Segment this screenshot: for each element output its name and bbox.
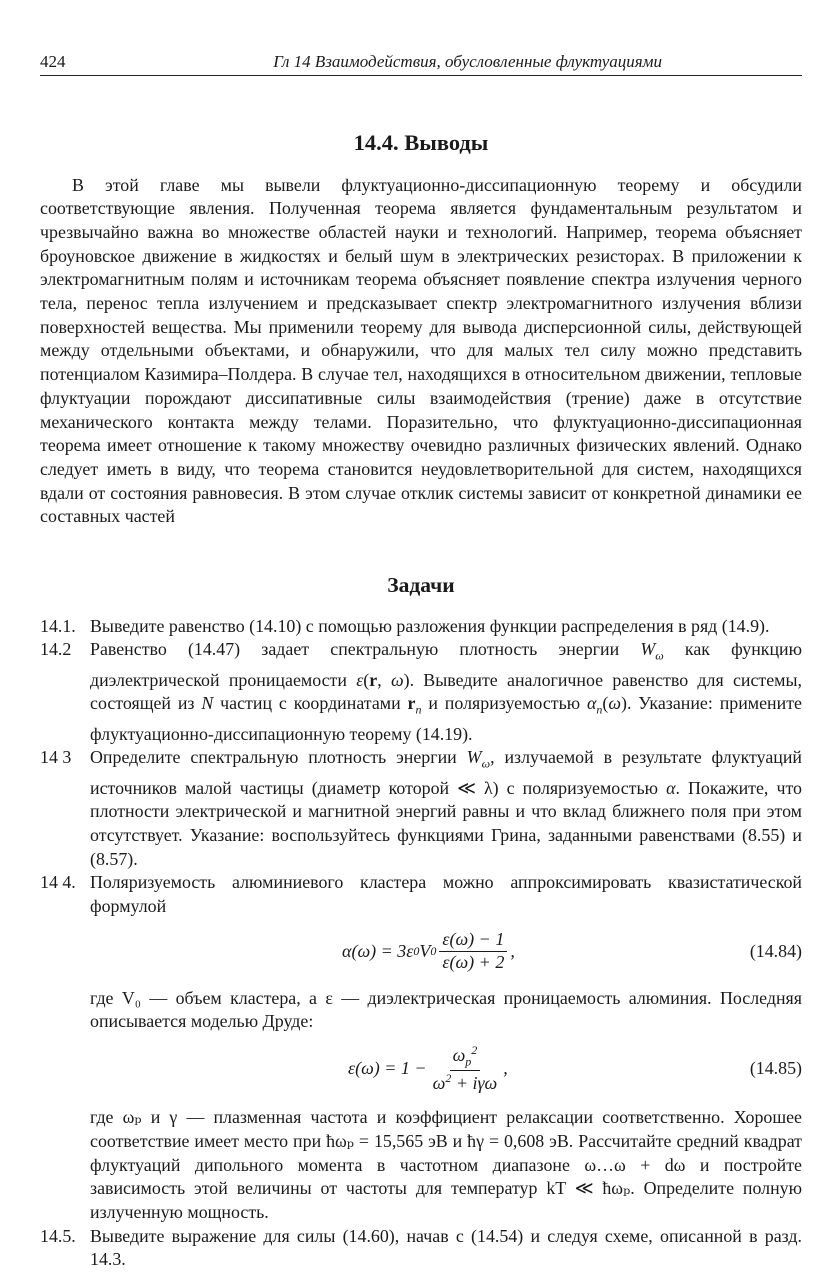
equation-tag: (14.84) bbox=[749, 940, 802, 961]
equation-tag: (14.85) bbox=[749, 1058, 802, 1079]
problem-text: где V₀ — объем кластера, а ε — диэлектрическая проницаемость алюминия. Последняя описывается моделью Друде: bbox=[90, 987, 802, 1032]
running-header bbox=[40, 52, 802, 76]
equation-14-84: α(ω) = 3ε 0 V 0 $\frac{\varepsilon(\omega) - 1}{\varepsilon(\omega) + 2}$ , (14.84) bbox=[90, 921, 802, 983]
page-number: 424 bbox=[40, 52, 66, 71]
problem-number: 14 4. bbox=[40, 872, 76, 893]
problem-text: где ωₚ и γ — плазменная частота и коэффициент релаксации соответственно. Хорошее соответствие имеет место при ħωₚ = 15,565 эВ и ħγ = 0,608 эВ. Рассчитайте средний квадрат флуктуаций дипольного момента в частотном диапазоне ω…ω + dω и постройте зависимость этой величины от частоты для температур kT ≪ ħωₚ. Определите полную излученную мощность. bbox=[90, 1107, 802, 1222]
problem-number: 14.1. bbox=[40, 615, 76, 636]
problem-text: Поляризуемость алюминиевого кластера можно аппроксимировать квазистатической формулой bbox=[90, 872, 802, 917]
equation-14-85: ε(ω) = 1 − $\frac{\omega_p^2}{\omega^2 + i\gamma\omega}$ , (14.85) bbox=[90, 1036, 802, 1102]
problem-14-5 bbox=[40, 1225, 802, 1272]
problem-14-4 bbox=[40, 871, 802, 1224]
running-title: Гл 14 Взаимодействия, обусловленные флуктуациями bbox=[273, 52, 662, 71]
book-page bbox=[40, 52, 802, 1272]
problem-text: Определите спектральную плотность энергии $W_\omega$, излучаемой в результате флуктуаций источников малой частицы (диаметр которой ≪ λ) с поляризуемостью α. Покажите, что плотности электрической и магнитной энергий равны и что вклад ближнего поля при этом отсутствует. Указание: воспользуйтесь функциями Грина, заданными равенствами (8.55) и (8.57). bbox=[90, 747, 803, 869]
problem-14-1 bbox=[40, 615, 802, 639]
problem-text: Равенство (14.47) задает спектральную плотность энергии $W_\omega$ как функцию диэлектрической проницаемости ε(r, ω). Выведите аналогичное равенство для системы, состоящей из N частиц с координатами $r_n$ и поляризуемостью $\alpha_n(\omega)$. Указание: примените флуктуационно-диссипационную теорему (14.19). bbox=[90, 639, 802, 744]
problem-number: 14.2 bbox=[40, 639, 72, 660]
problem-number: 14 3 bbox=[40, 747, 72, 768]
problem-14-3 bbox=[40, 746, 802, 871]
problem-text: Выведите равенство (14.10) с помощью разложения функции распределения в ряд (14.9). bbox=[90, 615, 770, 636]
problem-number: 14.5. bbox=[40, 1225, 76, 1246]
section-title: 14.4. Выводы bbox=[353, 130, 489, 155]
section-body: В этой главе мы вывели флуктуационно-диссипационную теорему и обсудили соответствующие явления. Полученная теорема является фундаментальным результатом и чрезвычайно важна во множестве областей науки и технологий. Например, теорема объясняет броуновское движение в жидкостях и белый шум в электрических резисторах. В приложении к электромагнитным полям и источникам теорема объясняет появление спектра излучения черного тела, перенос тепла излучением и предсказывает спектр электромагнитного излучения вблизи поверхностей вещества. Мы применили теорему для вывода дисперсионной силы, действующей между отдельными объектами, и обнаружили, что для малых тел силу можно представить потенциалом Казимира–Полдера. В случае тел, находящихся в относительном движении, тепловые флуктуации порождают диссипативные силы взаимодействия (трение) даже в отсутствие механического контакта между телами. Поразительно, что флуктуационно-диссипационная теорема имеет отношение к такому множеству очевидно различных физических явлений. Однако следует иметь в виду, что теорема становится неудовлетворительной для систем, находящихся вдали от состояния равновесия. В этом случае отклик системы зависит от конкретной динамики ее составных частей bbox=[40, 174, 802, 527]
problems-heading: Задачи bbox=[387, 573, 455, 598]
problem-14-2 bbox=[40, 638, 802, 746]
problem-text: Выведите выражение для силы (14.60), начав с (14.54) и следуя схеме, описанной в разд. 14.3. bbox=[90, 1225, 802, 1270]
